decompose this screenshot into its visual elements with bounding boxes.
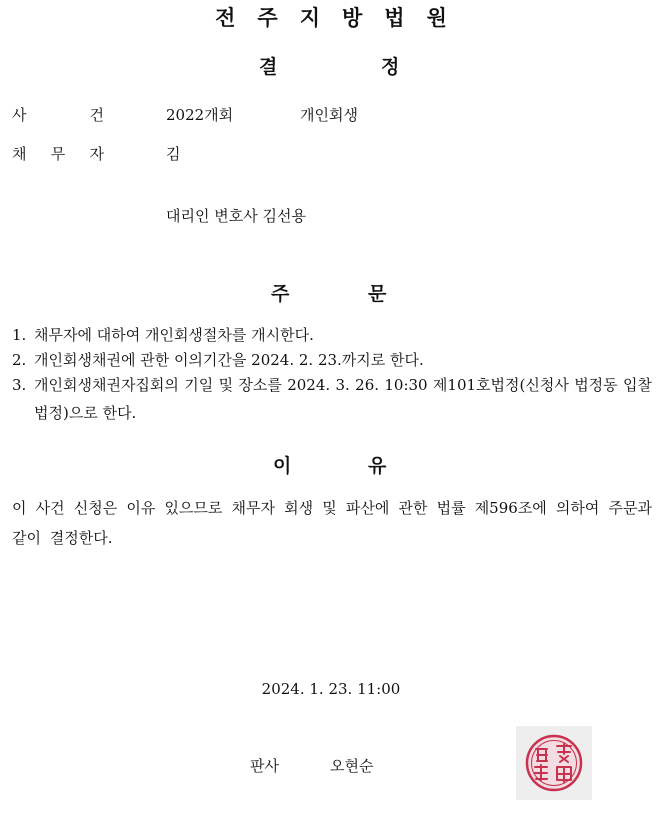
order-heading-char-2: 문 [368, 283, 387, 305]
order-item-text: 개인회생채권에 관한 이의기간을 2024. 2. 23.까지로 한다. [34, 351, 424, 369]
judge-seal-icon [516, 726, 592, 800]
document-title-char-1: 결 [259, 56, 278, 78]
reason-heading-char-2: 유 [368, 455, 387, 477]
judge-label: 판사 [250, 757, 279, 775]
case-label: 사 건 [12, 106, 104, 124]
representative: 대리인 변호사 김선용 [166, 207, 306, 225]
order-item [12, 346, 652, 374]
order-item-number: 1. [12, 326, 27, 344]
order-item-number: 3. [12, 376, 27, 394]
order-item [12, 321, 652, 349]
order-heading-char-1: 주 [271, 283, 290, 305]
reason-heading-char-1: 이 [273, 455, 292, 477]
reason-text: 이 사건 신청은 이유 있으므로 채무자 회생 및 파산에 관한 법률 제596조에 의하여 주문과 같이 결정한다. [12, 499, 652, 547]
case-number: 2022개회 [166, 106, 234, 124]
case-type: 개인회생 [300, 106, 358, 124]
document-title-char-2: 정 [381, 56, 400, 78]
decision-datetime: 2024. 1. 23. 11:00 [261, 680, 401, 698]
official-seal [516, 726, 592, 800]
order-item-text: 개인회생채권자집회의 기일 및 장소를 2024. 3. 26. 10:30 제101호법정(신청사 법정동 입찰법정)으로 한다. [34, 376, 652, 422]
court-name: 전주지방법원 [215, 6, 469, 30]
order-item-text: 채무자에 대하여 개인회생절차를 개시한다. [34, 326, 314, 344]
order-item [12, 371, 652, 427]
debtor-name: 김 [166, 145, 181, 163]
order-item-number: 2. [12, 351, 27, 369]
debtor-label: 채 무 자 [12, 145, 104, 163]
judge-name: 오현순 [330, 757, 374, 775]
